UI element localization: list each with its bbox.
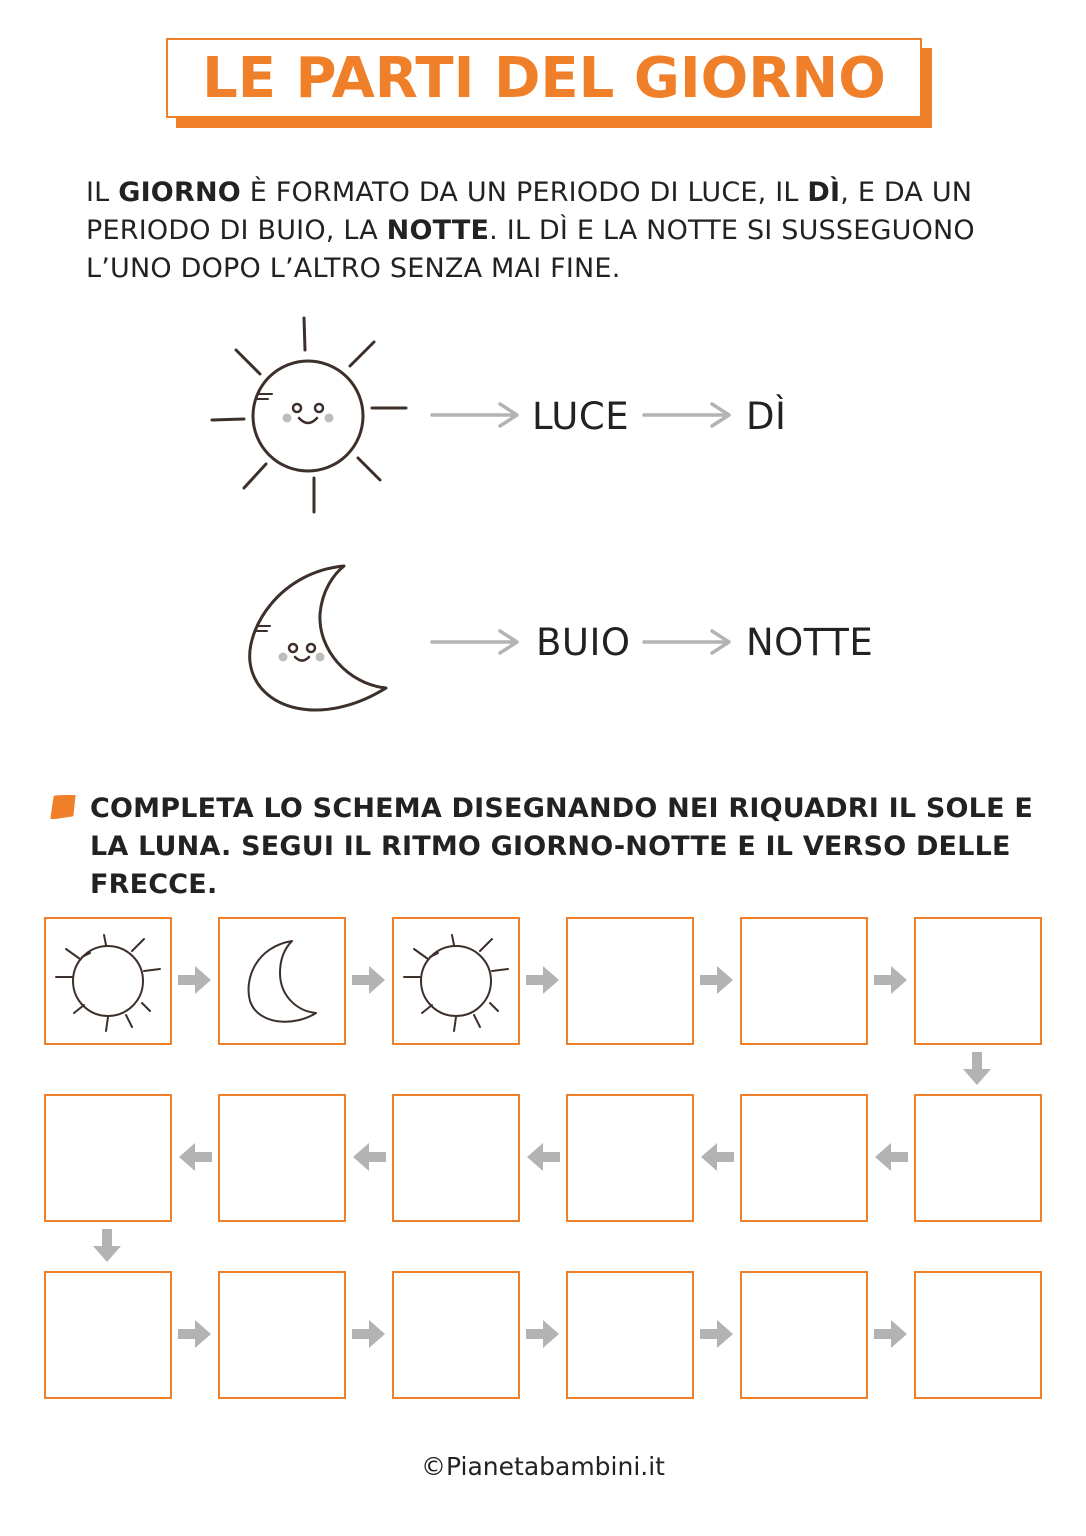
arrow-right-icon bbox=[349, 1315, 389, 1359]
intro-text-2: È FORMATO DA UN PERIODO DI LUCE, IL bbox=[240, 177, 808, 208]
arrow-left-icon bbox=[349, 1138, 389, 1182]
drawing-box[interactable] bbox=[566, 1271, 694, 1399]
arrow-right-icon bbox=[697, 1315, 737, 1359]
word-buio: BUIO bbox=[536, 621, 631, 664]
moon-icon bbox=[220, 919, 344, 1043]
arrow-right-icon bbox=[175, 1315, 215, 1359]
drawing-box[interactable] bbox=[914, 1271, 1042, 1399]
arrow-down-icon bbox=[88, 1226, 128, 1270]
drawing-box[interactable] bbox=[566, 917, 694, 1045]
bullet-icon bbox=[50, 795, 76, 819]
drawing-box[interactable] bbox=[914, 1094, 1042, 1222]
intro-text-1: IL bbox=[86, 177, 119, 208]
arrow-down-icon bbox=[958, 1049, 998, 1093]
word-notte: NOTTE bbox=[746, 621, 874, 664]
intro-bold-notte: NOTTE bbox=[386, 215, 490, 246]
arrow-right-icon bbox=[349, 961, 389, 1005]
instruction-text: COMPLETA LO SCHEMA DISEGNANDO NEI RIQUADRI IL SOLE E LA LUNA. SEGUI IL RITMO GIORNO-NOTTE E IL VERSO DELLE FRECCE. bbox=[90, 793, 1033, 900]
arrow-right-icon bbox=[697, 961, 737, 1005]
footer-credit: ©Pianetabambini.it bbox=[421, 1452, 665, 1481]
intro-text-4: . IL DÌ E LA NOTTE SI SUSSEGUONO L’UNO DOPO L’ALTRO SENZA MAI FINE. bbox=[86, 215, 975, 284]
arrow-right-icon bbox=[523, 1315, 563, 1359]
arrow-left-icon bbox=[175, 1138, 215, 1182]
arrow-right-icon bbox=[871, 961, 911, 1005]
drawing-box[interactable] bbox=[740, 917, 868, 1045]
intro-text-3: , E DA UN PERIODO DI BUIO, LA bbox=[86, 177, 973, 246]
arrow-right-icon bbox=[642, 628, 734, 656]
drawing-box[interactable] bbox=[914, 917, 1042, 1045]
sun-icon bbox=[46, 919, 170, 1043]
arrow-right-icon bbox=[642, 401, 734, 429]
drawing-box[interactable] bbox=[44, 917, 172, 1045]
arrow-left-icon bbox=[697, 1138, 737, 1182]
arrow-right-icon bbox=[430, 401, 522, 429]
arrow-right-icon bbox=[175, 961, 215, 1005]
word-luce: LUCE bbox=[532, 395, 630, 438]
drawing-box[interactable] bbox=[740, 1271, 868, 1399]
drawing-box[interactable] bbox=[44, 1271, 172, 1399]
page-title: LE PARTI DEL GIORNO bbox=[202, 45, 886, 111]
drawing-box[interactable] bbox=[44, 1094, 172, 1222]
arrow-right-icon bbox=[430, 628, 522, 656]
word-di: DÌ bbox=[746, 395, 787, 438]
drawing-box[interactable] bbox=[566, 1094, 694, 1222]
drawing-box[interactable] bbox=[740, 1094, 868, 1222]
drawing-box[interactable] bbox=[218, 1094, 346, 1222]
intro-paragraph bbox=[86, 174, 1026, 288]
drawing-box[interactable] bbox=[392, 1271, 520, 1399]
moon-icon bbox=[240, 558, 400, 726]
sun-icon bbox=[394, 919, 518, 1043]
sun-icon bbox=[200, 310, 420, 520]
arrow-right-icon bbox=[871, 1315, 911, 1359]
title-box bbox=[166, 38, 922, 118]
drawing-box[interactable] bbox=[392, 1094, 520, 1222]
drawing-box[interactable] bbox=[392, 917, 520, 1045]
drawing-box[interactable] bbox=[218, 1271, 346, 1399]
arrow-left-icon bbox=[523, 1138, 563, 1182]
drawing-box[interactable] bbox=[218, 917, 346, 1045]
arrow-left-icon bbox=[871, 1138, 911, 1182]
intro-bold-di: DÌ bbox=[807, 177, 841, 208]
arrow-right-icon bbox=[523, 961, 563, 1005]
title-banner bbox=[166, 38, 922, 118]
intro-bold-giorno: GIORNO bbox=[118, 177, 241, 208]
